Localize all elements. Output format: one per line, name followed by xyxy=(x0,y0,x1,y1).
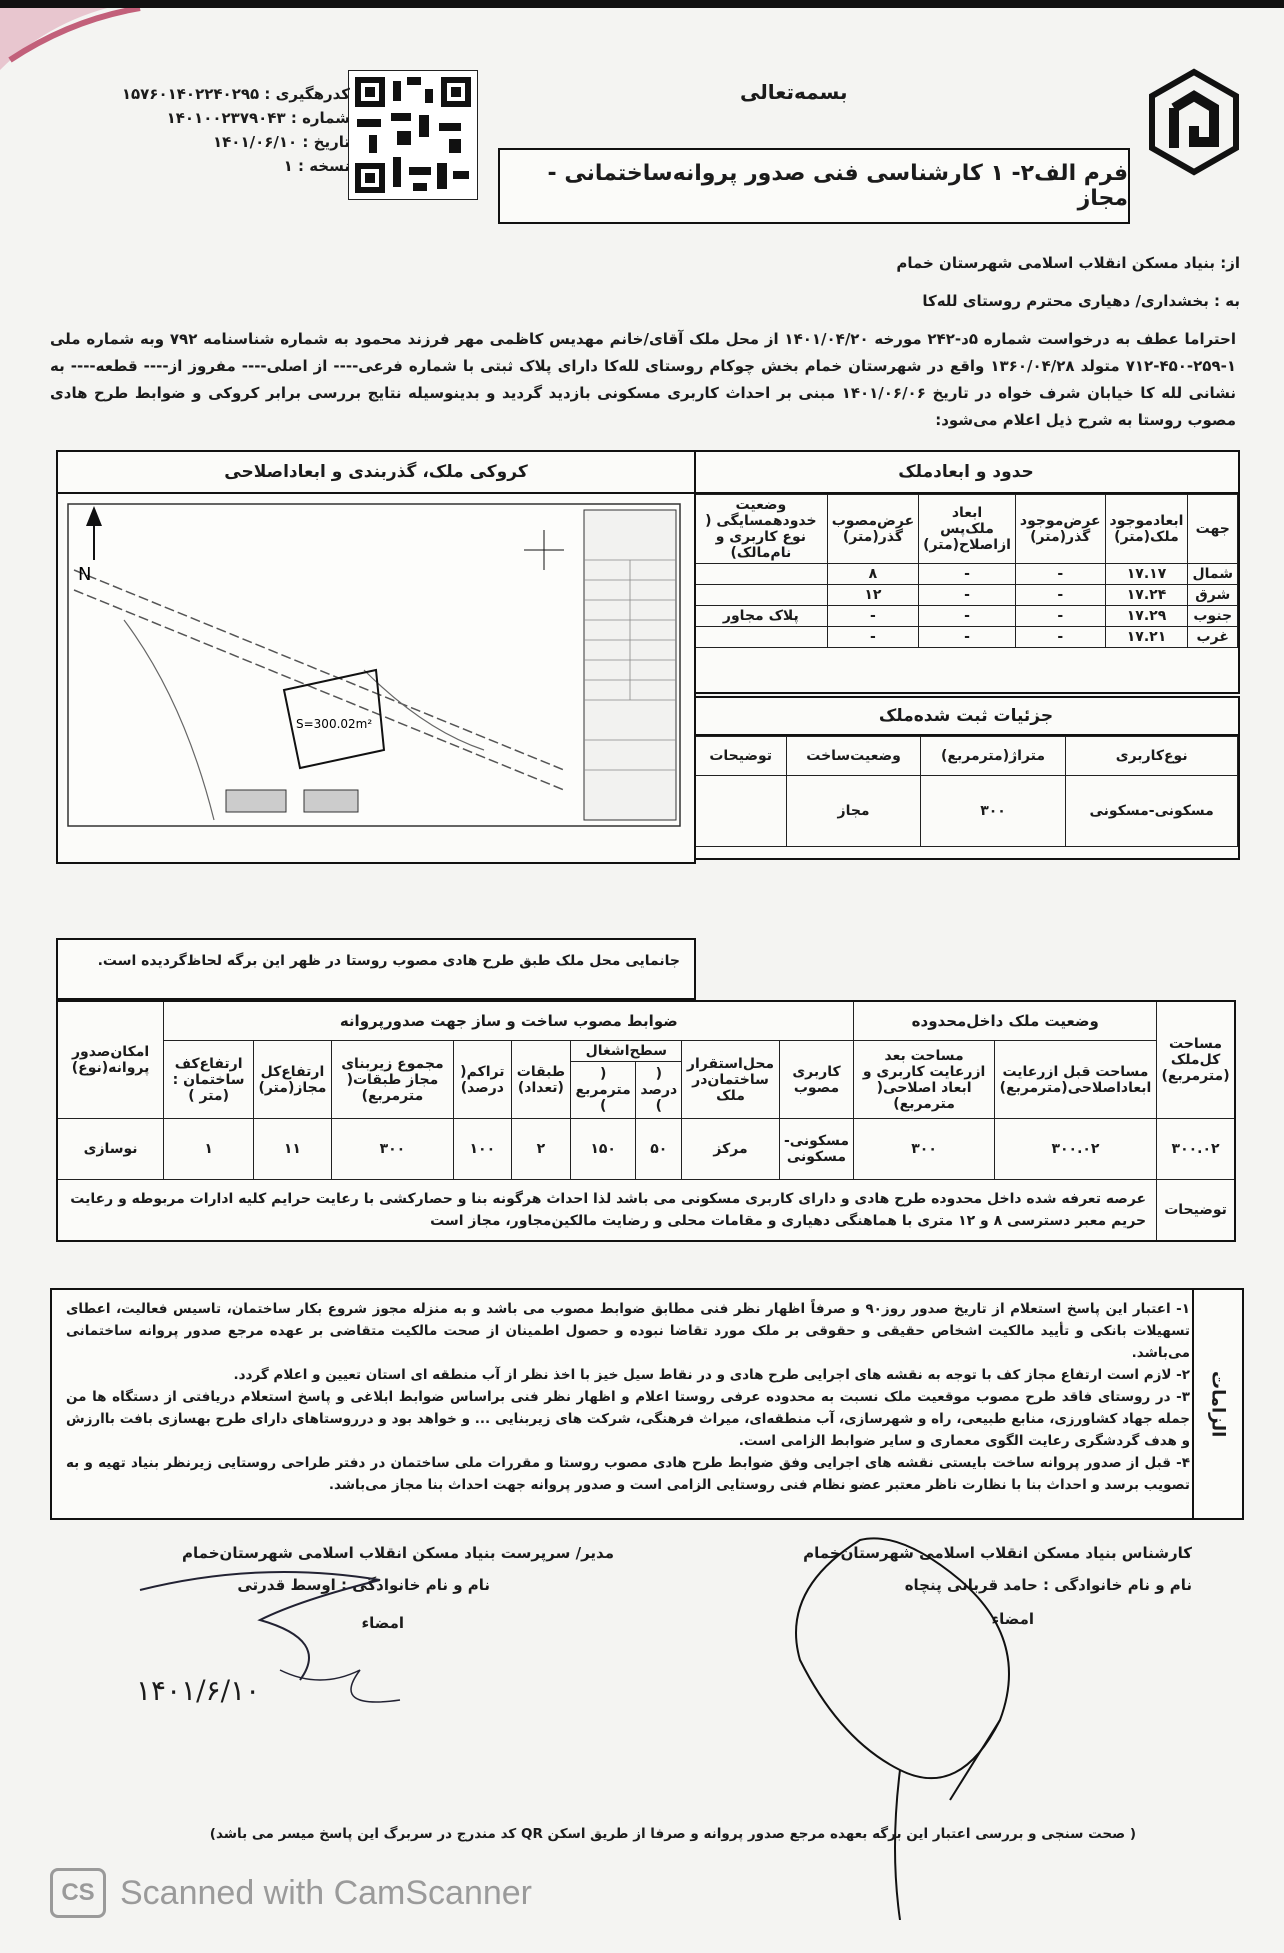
notes-row xyxy=(57,1180,1235,1242)
th-usage: کاربری مصوب xyxy=(779,1041,854,1119)
sketch-section xyxy=(56,450,696,864)
bismillah: بسمه‌تعالی xyxy=(740,80,848,104)
cell: - xyxy=(919,627,1016,648)
th-total-height: ارتفاع‌کل مجاز(متر) xyxy=(254,1041,332,1119)
form-title: فرم الف۲- ۱ کارشناسی فنی صدور پروانه‌ساختمانی - مجاز xyxy=(498,148,1130,224)
camscanner-logo-icon: CS xyxy=(50,1868,106,1918)
th-area: متراژ(مترمربع) xyxy=(920,737,1066,776)
cell: مرکز xyxy=(682,1119,779,1180)
cell: ۱۷.۲۴ xyxy=(1105,585,1188,606)
expert-name-label: نام و نام خانوادگی : xyxy=(1043,1576,1192,1594)
th-status-group: وضعیت ملک داخل‌محدوده xyxy=(854,1001,1157,1041)
cell: ۱۷.۱۷ xyxy=(1105,564,1188,585)
requirement-item: ۳- در روستای فاقد طرح مصوب موقعیت ملک نسبت به محدوده عرفی روستا اعلام و اظهار نظر فنی براساس ضوابط ابلاغی و پاسخ استعلام دریافتی از دستگاه ها من جمله جهاد کشاورزی، منابع طبیعی، راه و شهرسازی، آب منطقه‌ای، میراث فرهنگی، شرکت های زیربنایی ... و خواهد بود و درروستاهای دارای طرح بهسازی بافت باارزش و هدف گردشگری رعایت الگوی معماری و سایر ضوابط الزامی است. xyxy=(66,1389,1190,1449)
cell: شرق xyxy=(1188,585,1238,606)
registered-section xyxy=(692,696,1240,860)
cell: - xyxy=(919,606,1016,627)
cell: - xyxy=(919,564,1016,585)
th-permit: امکان‌صدور پروانه(نوع) xyxy=(57,1001,164,1119)
copy-value: ۱ xyxy=(283,157,293,175)
document-meta xyxy=(60,82,350,178)
requirement-item: ۲- لازم است ارتفاع مجاز کف با توجه به نقشه های اجرایی طرح هادی و در نقاط سیل خیز با اخذ نظر از آب منطقه ای استان تعیین و اعلام گردد. xyxy=(233,1367,1190,1383)
th-position: محل‌استقرار ساختمان‌در ملک xyxy=(682,1041,779,1119)
cell: ۱۲ xyxy=(827,585,918,606)
th-floor-area: مجموع زیربنای مجاز طبقات( مترمربع) xyxy=(331,1041,453,1119)
cell: ۳۰۰ xyxy=(854,1119,994,1180)
boundaries-section xyxy=(692,450,1240,694)
table-row xyxy=(695,606,1238,627)
expert-title: کارشناس بنیاد مسکن انقلاب اسلامی شهرستان‌خمام xyxy=(803,1544,1192,1562)
main-table xyxy=(56,1000,1236,1242)
requirements-list xyxy=(66,1298,1190,1496)
date-value: ۱۴۰۱/۰۶/۱۰ xyxy=(212,133,298,151)
top-edge xyxy=(0,0,1284,8)
cell: ۱۷.۲۹ xyxy=(1105,606,1188,627)
cell: - xyxy=(827,606,918,627)
date-label: تاریخ : xyxy=(302,133,350,151)
th-occupancy-sqm: ( مترمربع ) xyxy=(571,1062,636,1119)
number-label: شماره : xyxy=(290,109,350,127)
requirements-label: الزامات xyxy=(1192,1290,1242,1518)
manager-sign-label: امضاء xyxy=(361,1614,404,1632)
boundaries-title: حدود و ابعادملک xyxy=(694,452,1238,494)
th-existing-dims: ابعادموجود ملک(متر) xyxy=(1105,495,1188,564)
cell: ۳۰۰ xyxy=(920,776,1066,847)
expert-sign-label: امضاء xyxy=(991,1610,1034,1628)
letter-to: به : بخشداری/ دهیاری محترم روستای لله‌کا xyxy=(922,292,1240,310)
cell: ۱۷.۲۱ xyxy=(1105,627,1188,648)
sketch-title: کروکی ملک، گذربندی و ابعاداصلاحی xyxy=(58,452,694,494)
cell xyxy=(695,776,787,847)
cell: مسکونی-مسکونی xyxy=(1066,776,1238,847)
corner-stamp xyxy=(0,0,160,90)
requirement-item: ۴- قبل از صدور پروانه ساخت بایستی نقشه های اجرایی وفق ضوابط طرح هادی مصوب روستا و مقررات ملی ساختمان در دفتر طراحی روستایی زیرنظر بنیاد تهیه و به تصویب برسد و احداث بنا با نظارت ناظر معتبر عضو نظام فنی روستایی الزامی است و صدور پروانه جهت احداث بنا مجاز می‌باشد. xyxy=(66,1455,1190,1493)
cell: مسکونی-مسکونی xyxy=(779,1119,854,1180)
cell: ۳۰۰.۰۲ xyxy=(994,1119,1156,1180)
foundation-logo xyxy=(1148,68,1240,180)
footer-note: ( صحت سنجی و بررسی اعتبار این برگه بعهده مرجع صدور پروانه و صرفا از طریق اسکن QR کد مندرج در سربرگ این پاسخ میسر می باشد) xyxy=(209,1826,1136,1842)
cell: ۸ xyxy=(827,564,918,585)
manager-name: اوسط قدرتی xyxy=(237,1576,336,1594)
cell: - xyxy=(1015,585,1105,606)
expert-name: حامد قربانی پنچاه xyxy=(904,1576,1038,1594)
table-row xyxy=(695,564,1238,585)
cell xyxy=(695,564,828,585)
cell: پلاک مجاور xyxy=(695,606,828,627)
th-corrected-dims: ابعاد ملک‌پس ازاصلاح(متر) xyxy=(919,495,1016,564)
th-rules-group: ضوابط مصوب ساخت و ساز جهت صدورپروانه xyxy=(164,1001,854,1041)
th-usage: نوع‌کاربری xyxy=(1066,737,1238,776)
cell: ۳۰۰ xyxy=(331,1119,453,1180)
table-row xyxy=(57,1119,1235,1180)
tracking-value: ۱۵۷۶۰۱۴۰۲۲۴۰۲۹۵ xyxy=(121,85,260,103)
th-approved-road: عرض‌مصوب گذر(متر) xyxy=(827,495,918,564)
requirements-section xyxy=(50,1288,1244,1520)
cell: - xyxy=(1015,627,1105,648)
registered-table xyxy=(694,736,1238,847)
cell: ۲ xyxy=(511,1119,571,1180)
cell: ۱۰۰ xyxy=(454,1119,512,1180)
th-build-status: وضعیت‌ساخت xyxy=(787,737,920,776)
th-occupancy-percent: ( درصد ) xyxy=(636,1062,682,1119)
table-row xyxy=(695,627,1238,648)
th-existing-road: عرض‌موجود گذر(متر) xyxy=(1015,495,1105,564)
cell: مجاز xyxy=(787,776,920,847)
copy-label: نسخه : xyxy=(297,157,350,175)
number-value: ۱۴۰۱۰۰۲۳۷۹۰۴۳ xyxy=(166,109,286,127)
letter-from: از: بنیاد مسکن انقلاب اسلامی شهرستان خمام xyxy=(896,254,1240,272)
cell xyxy=(695,585,828,606)
manager-name-label: نام و نام خانوادگی : xyxy=(341,1576,490,1594)
th-floor-height: ارتفاع‌کف ساختمان : (متر ) xyxy=(164,1041,254,1119)
cell: غرب xyxy=(1188,627,1238,648)
th-after-area: مساحت بعد ازرعایت کاربری و ابعاد اصلاحی( مترمربع) xyxy=(854,1041,994,1119)
cell: ۵۰ xyxy=(636,1119,682,1180)
boundaries-table xyxy=(694,494,1238,648)
th-total-area: مساحت کل‌ملک (مترمربع) xyxy=(1157,1001,1235,1119)
camscanner-watermark xyxy=(50,1868,532,1918)
cell: جنوب xyxy=(1188,606,1238,627)
th-direction: جهت xyxy=(1188,495,1238,564)
cell: - xyxy=(1015,606,1105,627)
north-label: N xyxy=(78,564,92,585)
cell: ۱۵۰ xyxy=(571,1119,636,1180)
table-row xyxy=(695,585,1238,606)
cell: نوسازی xyxy=(57,1119,164,1180)
th-before-area: مساحت قبل ازرعایت ابعاداصلاحی(مترمربع) xyxy=(994,1041,1156,1119)
cell: - xyxy=(827,627,918,648)
table-row xyxy=(695,776,1238,847)
sketch-note-text: جانمایی محل ملک طبق طرح هادی مصوب روستا در ظهر این برگه لحاظ‌گردیده است. xyxy=(97,953,680,969)
cell: شمال xyxy=(1188,564,1238,585)
qr-code[interactable] xyxy=(348,70,478,200)
sketch-note xyxy=(56,938,696,1000)
camscanner-text: Scanned with CamScanner xyxy=(120,1873,533,1912)
main-table-wrap xyxy=(56,1000,1236,1242)
manager-title: مدیر/ سرپرست بنیاد مسکن انقلاب اسلامی شهرستان‌خمام xyxy=(182,1544,614,1562)
notes-text: عرصه تعرفه شده داخل محدوده طرح هادی و دارای کاربری مسکونی می باشد لذا احداث هرگونه بنا و حصارکشی با رعایت حرایم کلیه ادارات مربوطه و رعایت حریم معبر دسترسی ۸ و ۱۲ متری با هماهنگی دهیاری و مقامات محلی و رضایت مالکین‌مجاور، مجاز است xyxy=(57,1180,1157,1242)
cell: ۱۱ xyxy=(254,1119,332,1180)
cell: ۱ xyxy=(164,1119,254,1180)
th-neighbors: وضعیت خدودهمسایگی ( نوع کاربری و نام‌مالک) xyxy=(695,495,828,564)
signature-scribbles xyxy=(0,1520,1284,1920)
tracking-label: کدرهگیری : xyxy=(264,85,350,103)
th-floors: طبقات (تعداد) xyxy=(511,1041,571,1119)
cell: ۳۰۰.۰۲ xyxy=(1157,1119,1235,1180)
site-sketch xyxy=(64,500,684,830)
th-density: تراکم( درصد) xyxy=(454,1041,512,1119)
requirement-item: ۱- اعتبار این پاسخ استعلام از تاریخ صدور روز۹۰ و صرفاً اظهار نظر فنی مطابق ضوابط مصوب می باشد و به منزله مجوز شروع بکار ساختمان، تاسیس فعالیت، اعطای تسهیلات بانکی و تأیید مالکیت اشخاص حقیقی و حقوقی بر ملک مورد تقاضا نبوده و حصول اطمینان از صحت مالکیت متقاضی بر عهده مرجع صدور پروانه ساختمانی می‌باشد. xyxy=(66,1301,1190,1361)
cell xyxy=(695,627,828,648)
cell: - xyxy=(919,585,1016,606)
area-label: S=300.02m² xyxy=(296,717,373,731)
handwritten-date: ۱۴۰۱/۶/۱۰ xyxy=(136,1674,261,1707)
th-occupancy: سطح‌اشغال xyxy=(571,1041,682,1062)
th-notes: توضیحات xyxy=(695,737,787,776)
registered-title: جزئیات ثبت شده‌ملک xyxy=(694,698,1238,736)
notes-label: توضیحات xyxy=(1157,1180,1235,1242)
cell: - xyxy=(1015,564,1105,585)
letter-body: احتراما عطف به درخواست شماره ۵د-۲۴۲ مورخه ۱۴۰۱/۰۴/۲۰ از محل ملک آقای/خانم مهدیس کاظمی مهر فرزند محمود به شماره شناسنامه ۷۹۲ وبه شماره ملی ۱-۲۵۹-۴۵۰-۷۱۲ متولد ۱۳۶۰/۰۴/۲۸ واقع در شهرستان خمام بخش چوکام روستای لله‌کا دارای پلاک ثبتی با شماره فرعی---- از اصلی---- مفروز از---- قطعه---- به نشانی لله کا خیابان شرف خواه در تاریخ ۱۴۰۱/۰۶/۰۶ مبنی بر احداث کاربری مسکونی بازدید گردید و بدینوسیله نتایج بررسی برابر کروکی و ضوابط طرح هادی مصوب روستا به شرح ذیل اعلام می‌شود: xyxy=(50,330,1236,429)
